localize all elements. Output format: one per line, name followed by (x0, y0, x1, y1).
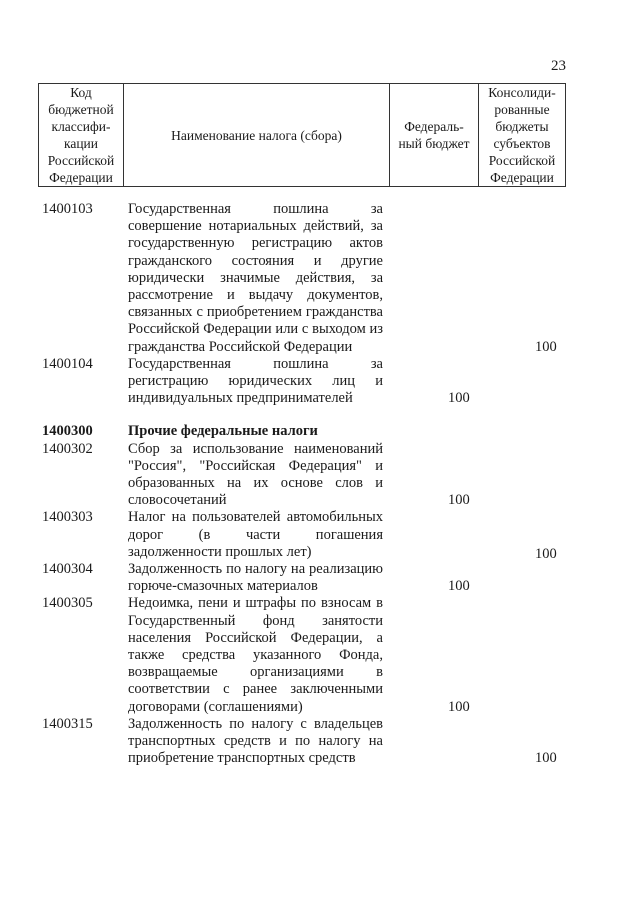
row-name: Задолженность по налогу с владельцев транспортных средств и по налогу на приобретение транспортных средств (128, 715, 383, 767)
table-row-section (0, 423, 640, 440)
row-code: 1400303 (42, 509, 93, 526)
row-name: Задолженность по налогу на реализацию горюче-смазочных материалов (128, 561, 383, 595)
table-header (38, 83, 566, 187)
row-consolidated: 100 (535, 338, 557, 355)
row-code: 1400305 (42, 595, 93, 612)
table-row (0, 595, 640, 715)
header-federal: Федераль- ный бюджет (390, 84, 479, 187)
row-name: Государственная пошлина за регистрацию юридических лиц и индивидуальных предпринимателей (128, 355, 383, 407)
row-code: 1400304 (42, 561, 93, 578)
row-consolidated: 100 (535, 545, 557, 562)
table-row (0, 561, 640, 595)
row-federal: 100 (448, 492, 470, 509)
table-row (0, 716, 640, 768)
row-name: Недоимка, пени и штрафы по взносам в Государственный фонд занятости населения Российской Федерации, а также средства указанного Фонда, возвращаемые организациями в соответствии с ранее заключенными договорами (соглашениями) (128, 595, 383, 715)
row-name: Прочие федеральные налоги (128, 423, 318, 440)
row-federal: 100 (448, 390, 470, 407)
header-name: Наименование налога (сбора) (124, 84, 390, 187)
row-name: Налог на пользователей автомобильных дорог (в части погашения задолженности прошлых лет) (128, 509, 383, 560)
row-code: 1400302 (42, 440, 93, 457)
row-name: Государственная пошлина за совершение нотариальных действий, за государственную регистрацию актов гражданского состояния и другие юридически значимые действия, за рассмотрение и выдачу документов, связанных с приобретением гражданства Российской Федерации или с выходом из гражданства Российской Федерации (128, 201, 383, 355)
table-body (0, 201, 640, 768)
row-code: 1400104 (42, 355, 93, 372)
table-row (0, 356, 640, 408)
table-row (0, 441, 640, 510)
row-name: Сбор за использование наименований "Россия", "Российская Федерация" и образованных на их основе слов и словосочетаний (128, 440, 383, 509)
page-number: 23 (551, 58, 566, 74)
row-federal: 100 (448, 698, 470, 715)
row-federal: 100 (448, 578, 470, 595)
row-consolidated: 100 (535, 750, 557, 767)
header-consolidated: Консолиди- рованные бюджеты субъектов Российской Федерации (479, 84, 566, 187)
row-code: 1400103 (42, 201, 93, 217)
header-code: Код бюджетной классифи- кации Российской Федерации (39, 84, 124, 187)
row-code: 1400300 (42, 423, 93, 440)
table-row (0, 201, 640, 356)
row-code: 1400315 (42, 715, 93, 732)
table-row (0, 509, 640, 561)
